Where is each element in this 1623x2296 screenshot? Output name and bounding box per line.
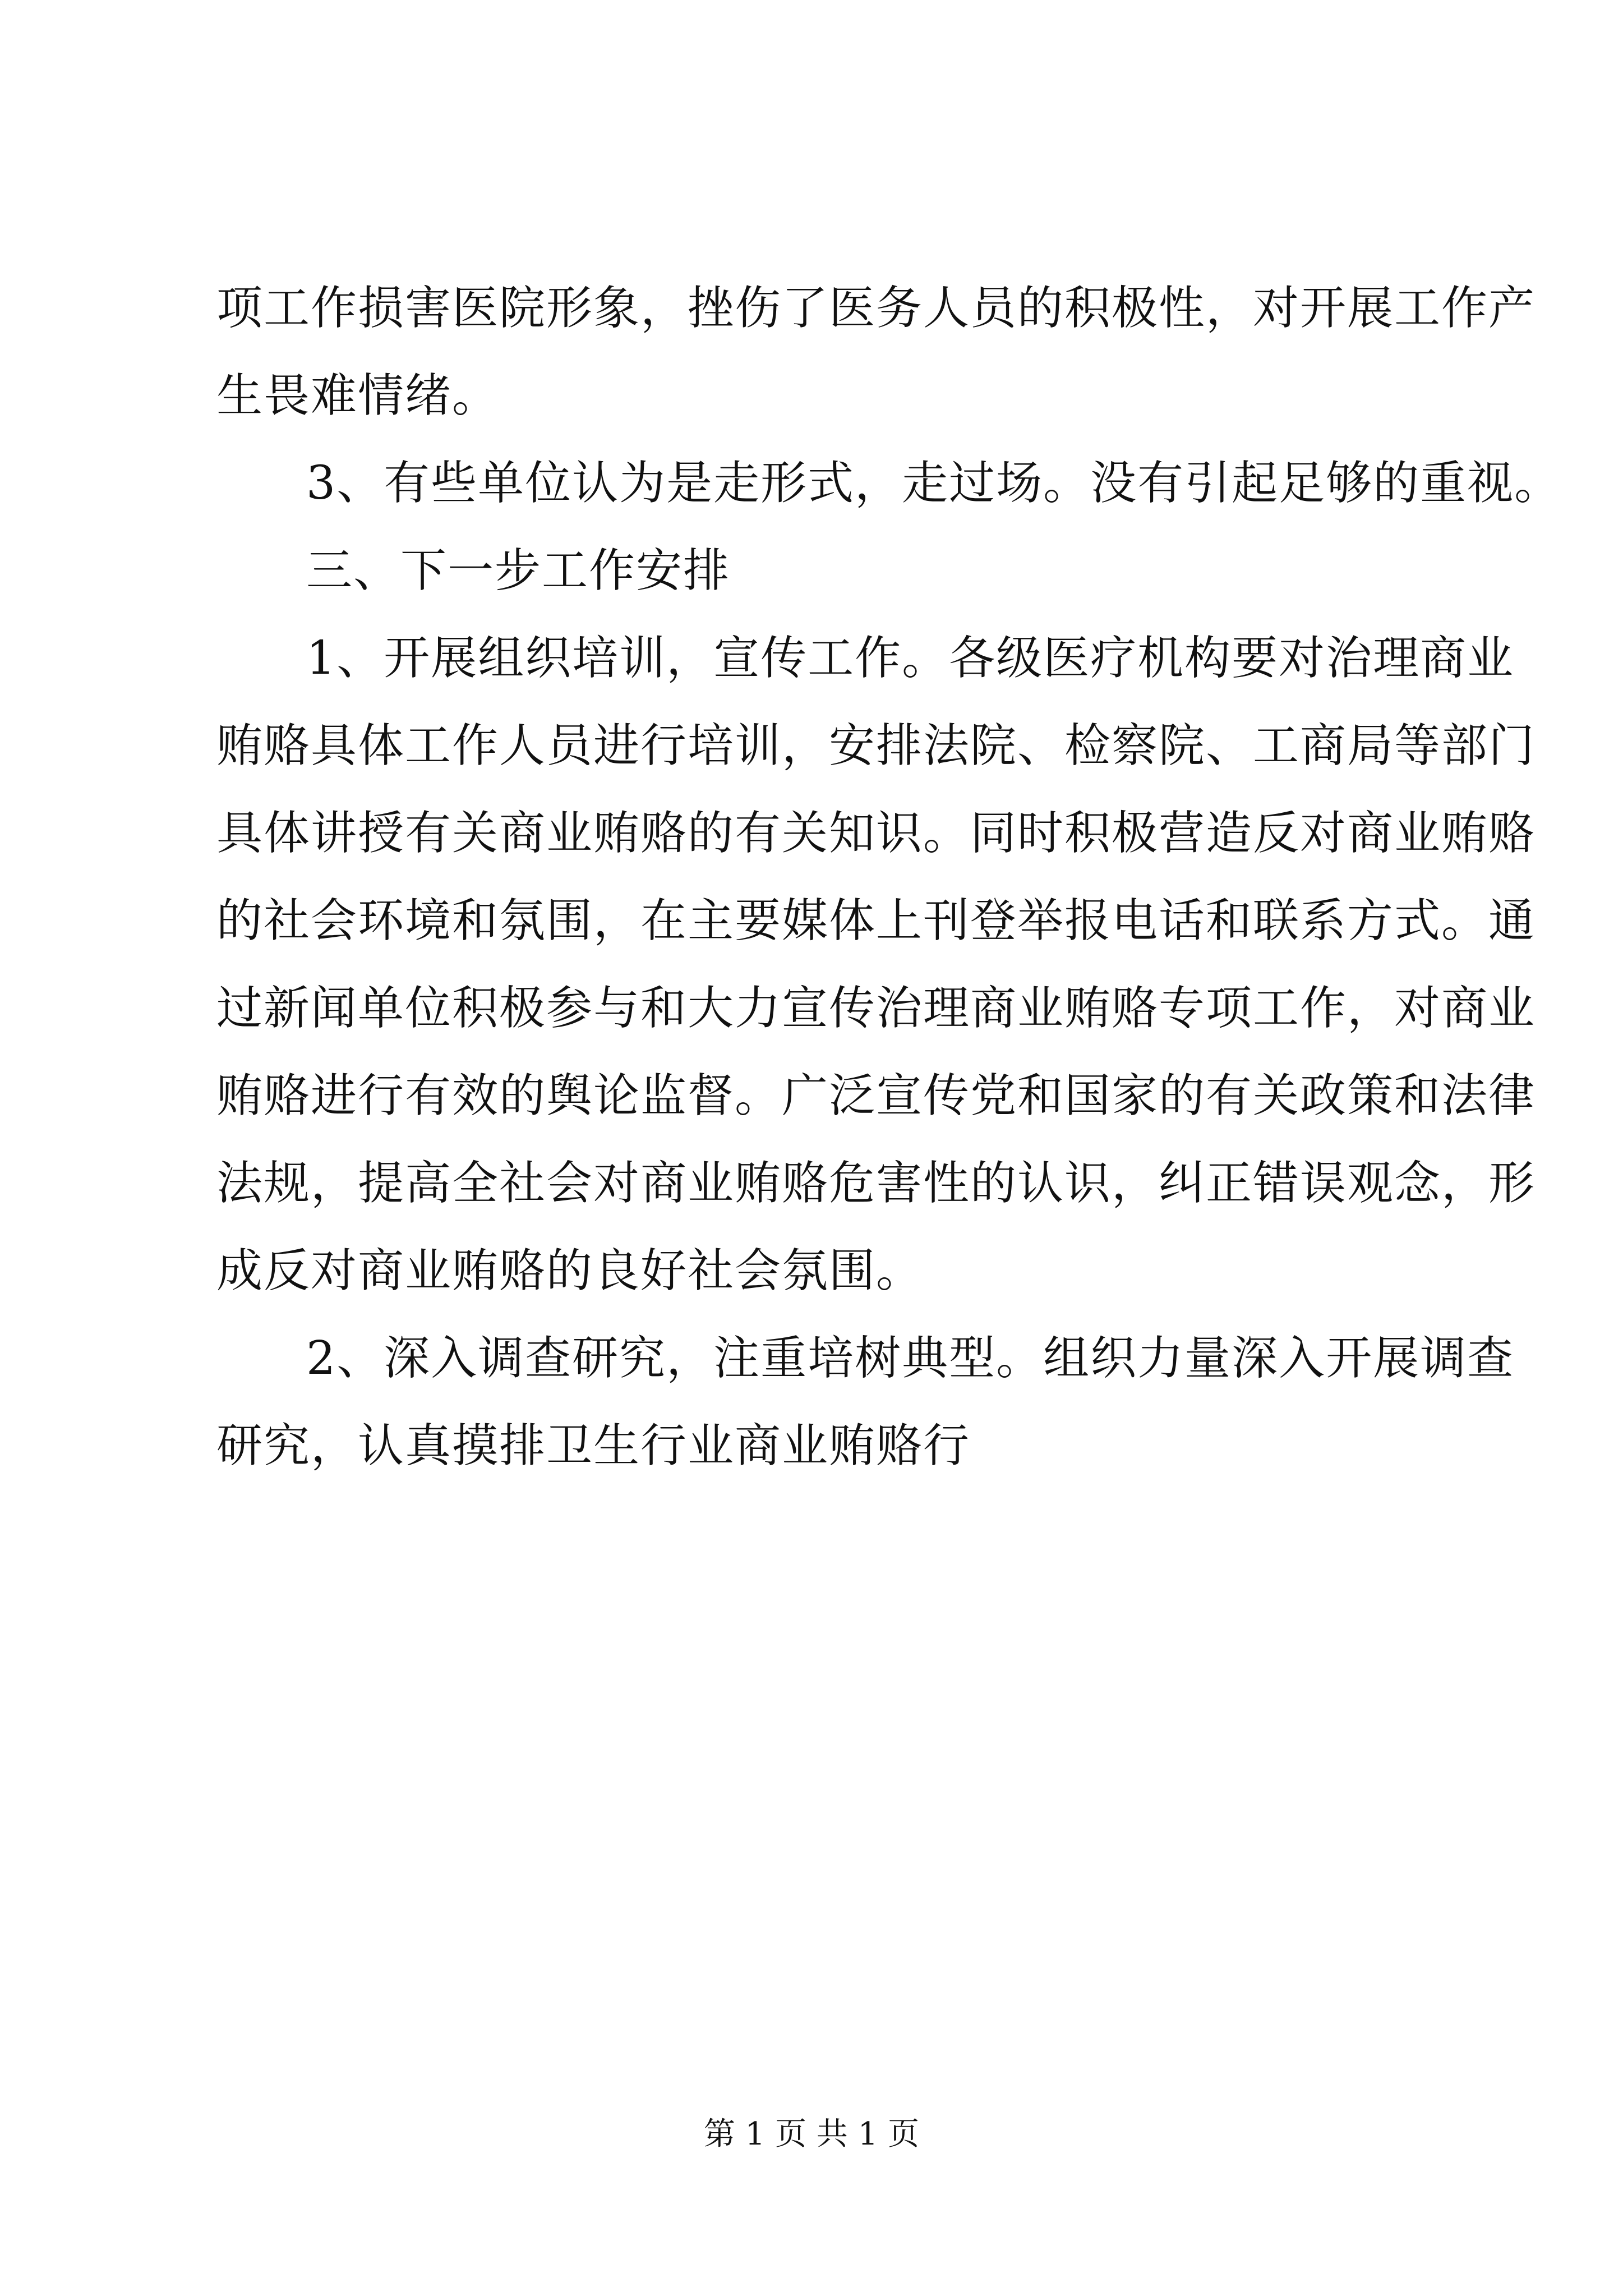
text-line-7: 具体讲授有关商业贿赂的有关知识。同时积极营造反对商业贿赂 [216, 807, 1536, 860]
text-line-8: 的社会环境和氛围，在主要媒体上刊登举报电话和联系方式。通 [216, 894, 1536, 947]
text-line-12: 成反对商业贿赂的良好社会氛围。 [216, 1244, 924, 1297]
section-heading: 三、下一步工作安排 [306, 544, 731, 597]
text-line-2: 生畏难情绪。 [216, 369, 500, 422]
page-number-label: 第 1 页 共 1 页 [703, 2116, 920, 2152]
text-line-9: 过新闻单位积极参与和大力宣传治理商业贿赂专项工作，对商业 [216, 982, 1536, 1035]
text-line-3: 3、有些单位认为是走形式，走过场。没有引起足够的重视。 [306, 457, 1562, 510]
text-line-10: 贿赂进行有效的舆论监督。广泛宣传党和国家的有关政策和法律 [216, 1069, 1536, 1122]
text-line-14: 研究，认真摸排卫生行业商业贿赂行 [216, 1419, 971, 1473]
text-line-5: 1、开展组织培训，宣传工作。各级医疗机构要对治理商业 [306, 632, 1515, 685]
body-text [216, 265, 1562, 1490]
text-line-6: 贿赂具体工作人员进行培训，安排法院、检察院、工商局等部门 [216, 719, 1536, 772]
text-line-1: 项工作损害医院形象，挫伤了医务人员的积极性，对开展工作产 [216, 282, 1536, 335]
text-line-11: 法规，提高全社会对商业贿赂危害性的认识，纠正错误观念，形 [216, 1157, 1536, 1210]
text-line-13: 2、深入调查研究，注重培树典型。组织力量深入开展调查 [306, 1332, 1515, 1385]
page-footer [0, 2115, 1623, 2154]
